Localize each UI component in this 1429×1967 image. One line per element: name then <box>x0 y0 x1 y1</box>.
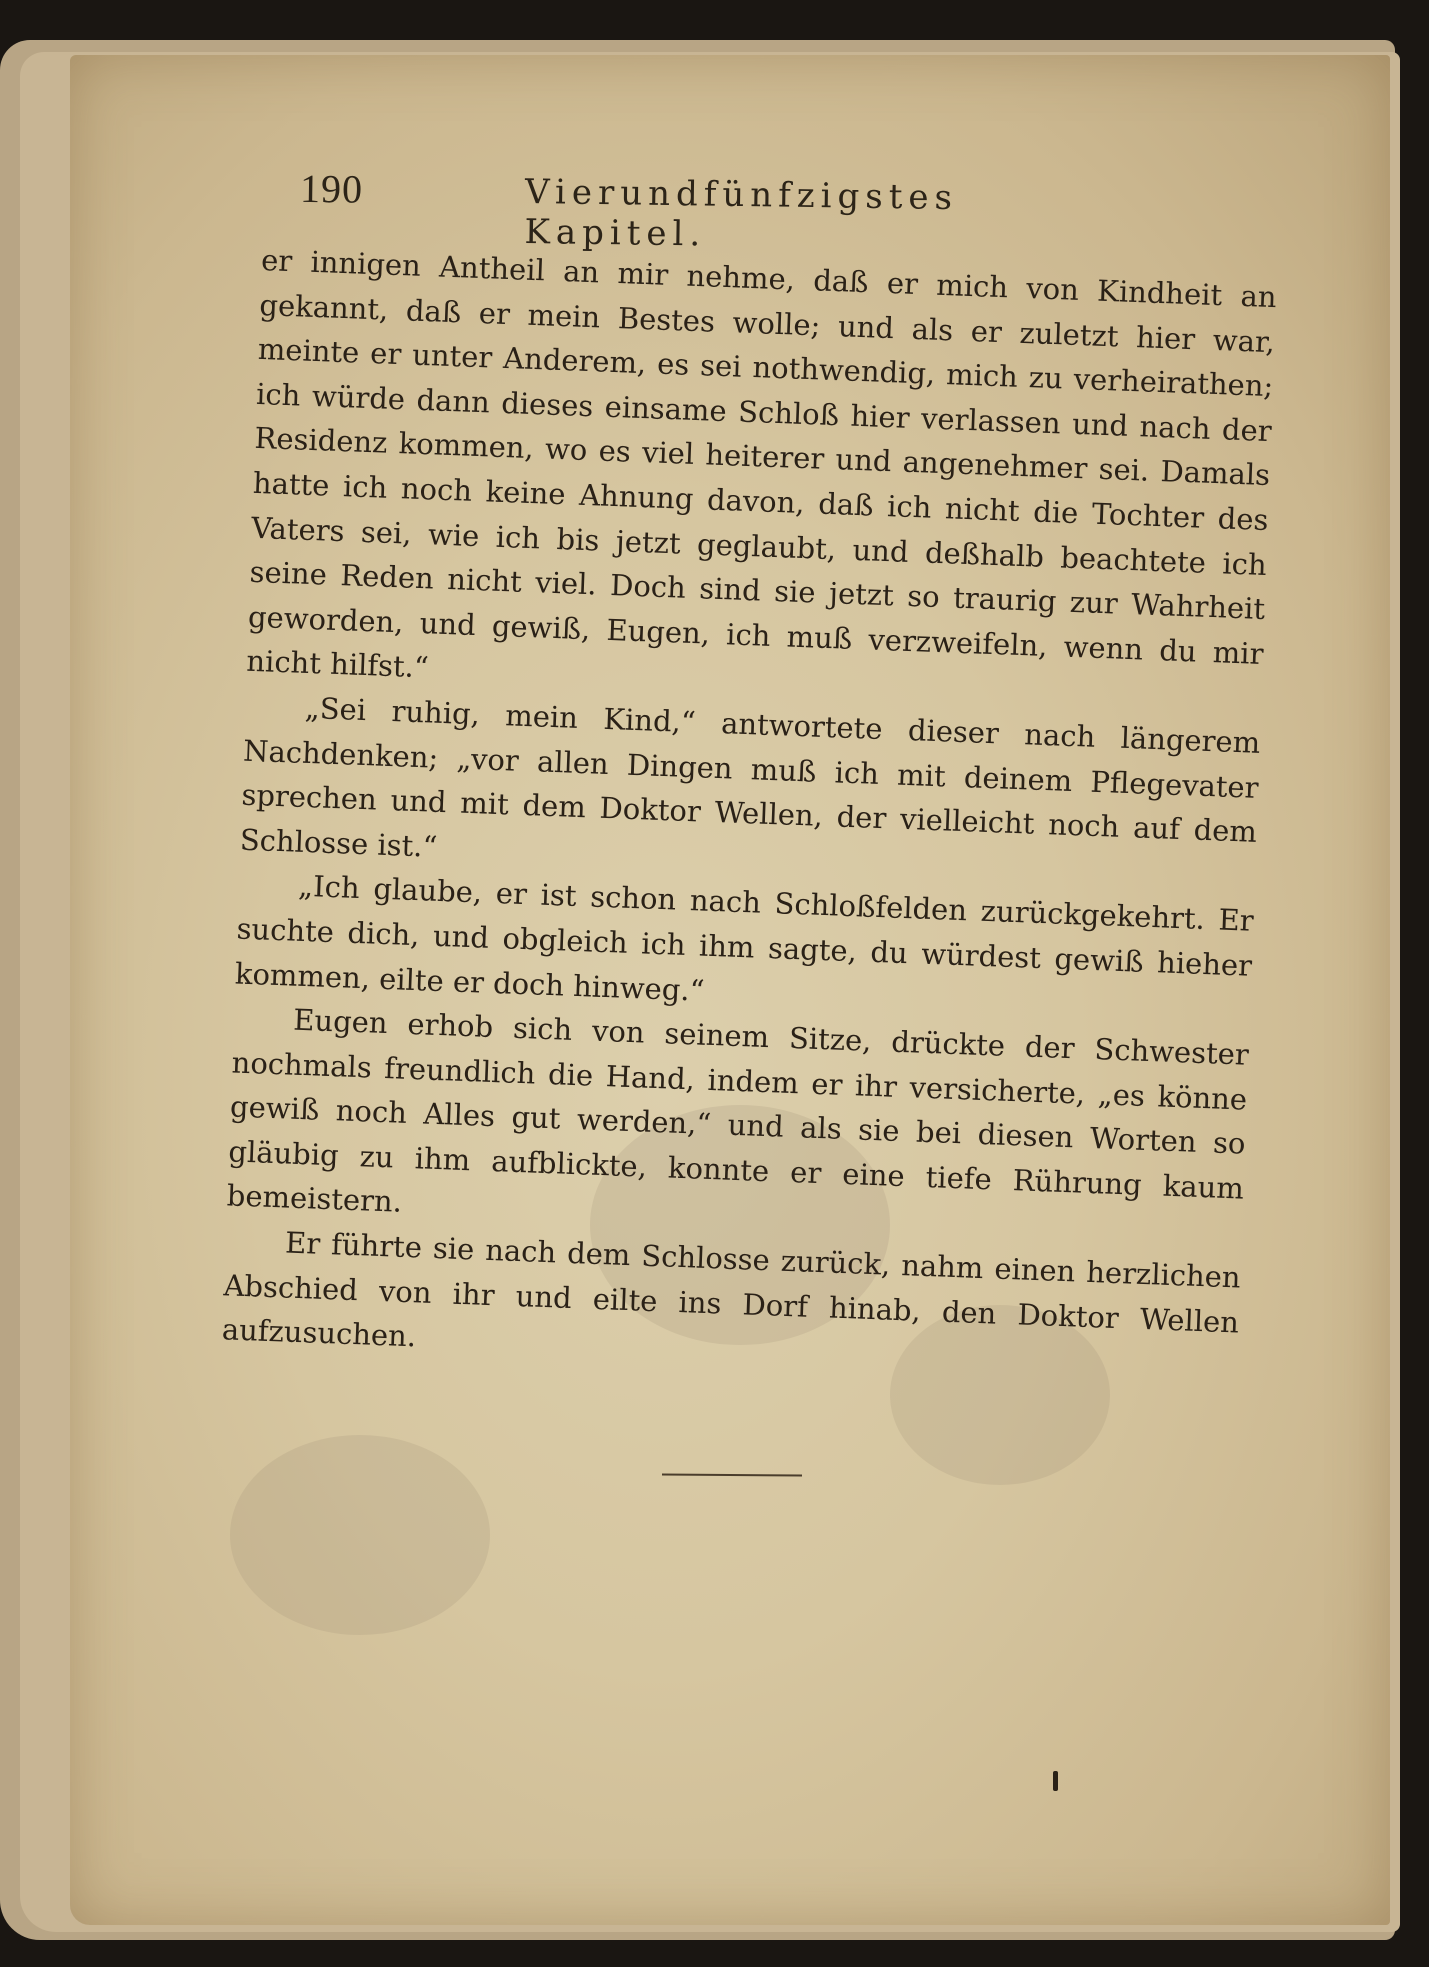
paper-stain <box>230 1435 490 1635</box>
paragraph: Eugen erhob sich von seinem Sitze, drückte der Schwester nochmals freundlich die Hand, indem er ihr versicherte, „es könne gewiß noch Alles gut werden,“ und als sie bei diesen Worten so gläubig zu ihm aufblickte, konnte er eine tiefe Rührung kaum bemeistern. <box>226 1002 1250 1220</box>
page-number: 190 <box>299 165 364 212</box>
body-text <box>221 238 1277 1389</box>
paragraph: er innigen Antheil an mir nehme, daß er mich von Kindheit an gekannt, daß er mein Bestes wolle; und als er zuletzt hier war, meinte er unter Anderem, es sei nothwendig, mich zu verheirathen; ich würde dann dieses einsame Schloß hier verlassen und nach der Residenz kommen, wo es viel heiterer und angenehmer sei. Damals hatte ich noch keine Ahnung davon, daß ich nicht die Tochter des Vaters sei, wie ich bis jetzt geglaubt, und deßhalb beachtete ich seine Reden nicht viel. Doch sind sie jetzt so traurig zur Wahrheit geworden, und gewiß, Eugen, ich muß verzweifeln, wenn du mir nicht hilfst.“ <box>245 242 1278 685</box>
page-header <box>299 155 1041 255</box>
paragraph: „Ich glaube, er ist schon nach Schloßfelden zurückgekehrt. Er suchte dich, und obgleich ich ihm sagte, du würdest gewiß hieher kommen, eilte er doch hinweg.“ <box>234 869 1255 1008</box>
ink-mark <box>1053 1771 1058 1791</box>
running-title: Vierundfünfzigstes Kapitel. <box>524 171 959 255</box>
paragraph: Er führte sie nach dem Schlosse zurück, nahm einen herzlichen Abschied von ihr und eilte ins Dorf hinab, den Doktor Wellen aufzusuchen. <box>221 1225 1242 1354</box>
paragraph: „Sei ruhig, mein Kind,“ antwortete dieser nach längerem Nachdenken; „vor allen Dingen muß ich mit deinem Pflegevater sprechen und mit dem Doktor Wellen, der vielleicht noch auf dem Schlosse ist.“ <box>239 690 1261 864</box>
